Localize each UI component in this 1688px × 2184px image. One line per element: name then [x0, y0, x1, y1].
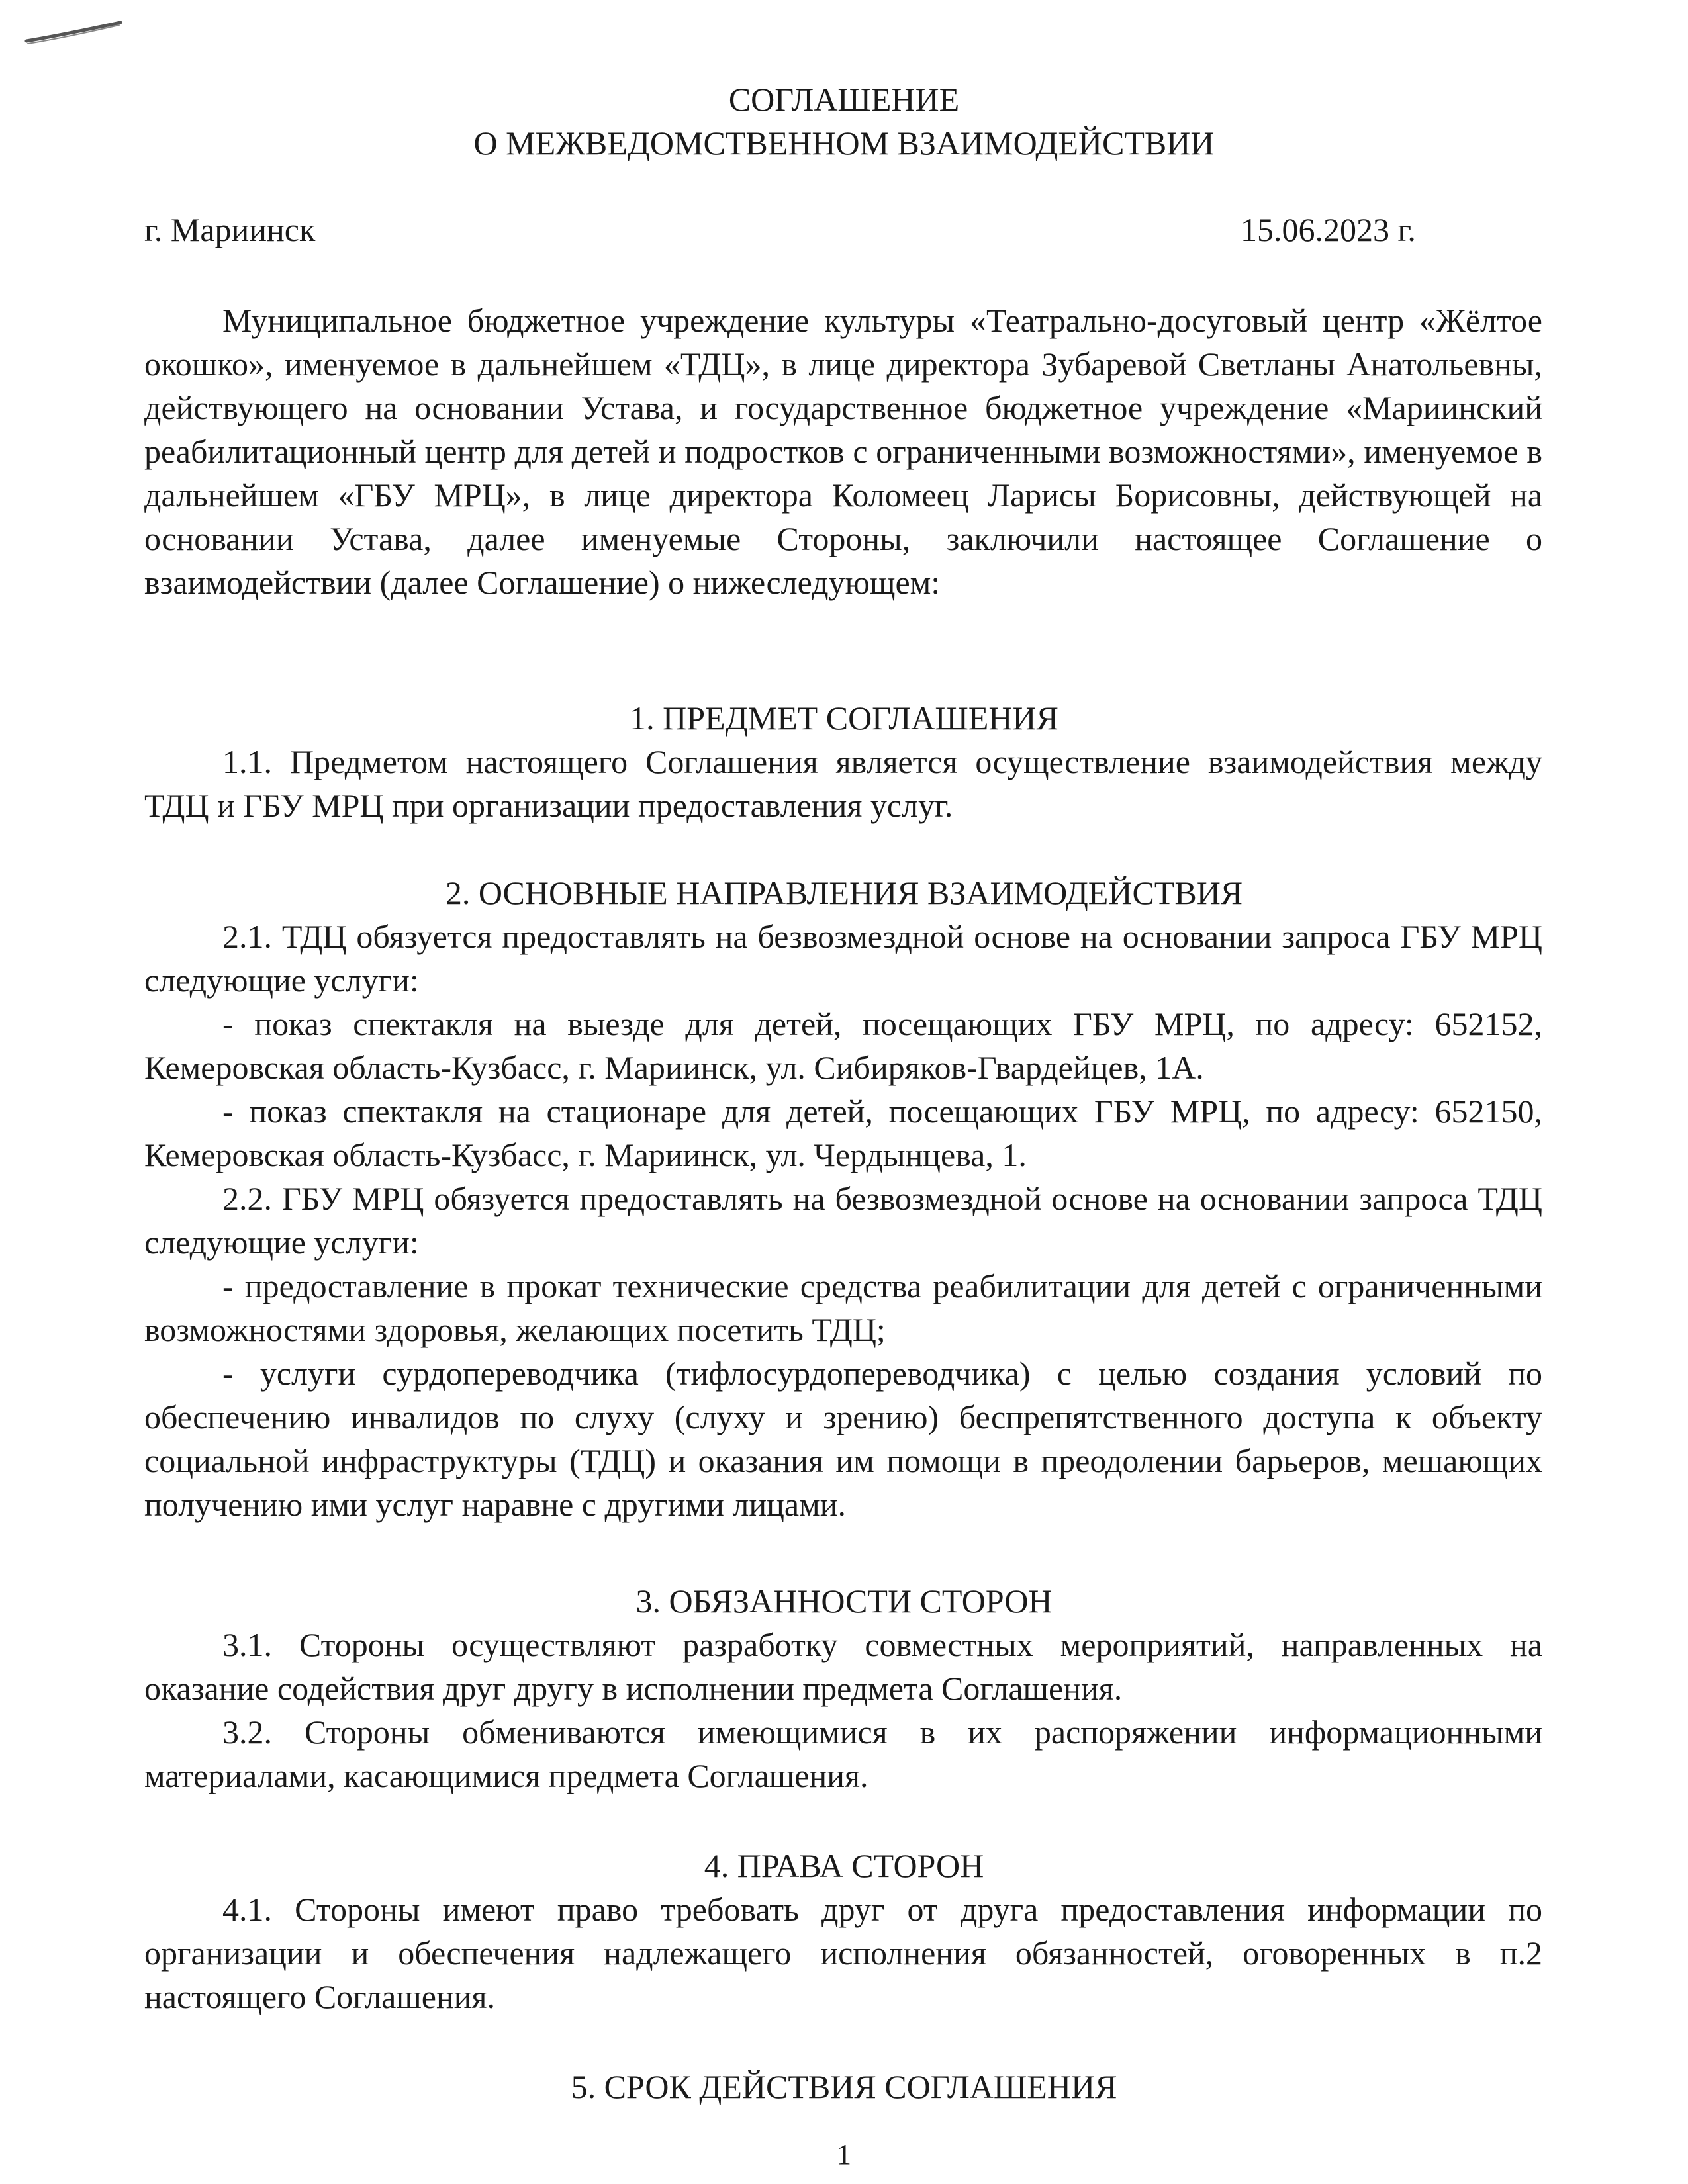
clause-3-2: 3.2. Стороны обмениваются имеющимися в их распоряжении информационными материалами, касающимися предмета Соглашения.: [144, 1713, 1542, 1794]
intro-paragraph: Муниципальное бюджетное учреждение культуры «Театрально-досуговый центр «Жёлтое окошко», именуемое в дальнейшем «ТДЦ», в лице директора Зубаревой Светланы Анатольевны, действующего на основании Устава, и государственное бюджетное учреждение «Мариинский реабилитационный центр для детей и подростков с ограниченными возможностями», именуемое в дальнейшем «ГБУ МРЦ», в лице директора Коломеец Ларисы Борисовны, действующей на основании Устава, далее именуемые Стороны, заключили настоящее Соглашение о взаимодействии (далее Соглашение) о нижеследующем:: [144, 302, 1542, 601]
pen-stroke-mark: [24, 19, 123, 52]
section-heading-4: 4. ПРАВА СТОРОН: [704, 1847, 984, 1884]
clause-2-1: 2.1. ТДЦ обязуется предоставлять на безвозмездной основе на основании запроса ГБУ МРЦ следующие услуги:: [144, 918, 1542, 999]
section-body-4: [144, 1888, 1542, 2019]
section-heading-2: 2. ОСНОВНЫЕ НАПРАВЛЕНИЯ ВЗАИМОДЕЙСТВИЯ: [445, 874, 1243, 911]
page-number: 1: [837, 2138, 851, 2171]
intro-paragraph-block: [144, 298, 1542, 604]
section-body-1: [144, 740, 1542, 827]
section-body-3: [144, 1623, 1542, 1797]
clause-2-1-item-2: - показ спектакля на стационаре для детей, посещающих ГБУ МРЦ, по адресу: 652150, Кемеровская область-Кузбасс, г. Мариинск, ул. Чердынцева, 1.: [144, 1093, 1542, 1173]
section-heading-1: 1. ПРЕДМЕТ СОГЛАШЕНИЯ: [630, 700, 1058, 737]
clause-2-2-item-1: - предоставление в прокат технические средства реабилитации для детей с ограниченными возможностями здоровья, желающих посетить ТДЦ;: [144, 1267, 1542, 1348]
section-heading-3: 3. ОБЯЗАННОСТИ СТОРОН: [635, 1582, 1053, 1619]
document-subtitle: О МЕЖВЕДОМСТВЕННОМ ВЗАИМОДЕЙСТВИИ: [473, 124, 1215, 161]
document-date: 15.06.2023 г.: [1241, 211, 1416, 248]
document-title: СОГЛАШЕНИЕ: [728, 81, 960, 118]
clause-2-2: 2.2. ГБУ МРЦ обязуется предоставлять на безвозмездной основе на основании запроса ТДЦ следующие услуги:: [144, 1180, 1542, 1261]
clause-3-1: 3.1. Стороны осуществляют разработку совместных мероприятий, направленных на оказание содействия друг другу в исполнении предмета Соглашения.: [144, 1626, 1542, 1707]
clause-2-1-item-1: - показ спектакля на выезде для детей, посещающих ГБУ МРЦ, по адресу: 652152, Кемеровская область-Кузбасс, г. Мариинск, ул. Сибиряков-Гвардейцев, 1А.: [144, 1005, 1542, 1086]
clause-4-1: 4.1. Стороны имеют право требовать друг от друга предоставления информации по организации и обеспечения надлежащего исполнения обязанностей, оговоренных в п.2 настоящего Соглашения.: [144, 1891, 1542, 2015]
section-heading-5: 5. СРОК ДЕЙСТВИЯ СОГЛАШЕНИЯ: [571, 2068, 1117, 2105]
clause-2-2-item-2: - услуги сурдопереводчика (тифлосурдопереводчика) с целью создания условий по обеспечению инвалидов по слуху (слуху и зрению) беспрепятственного доступа к объекту социальной инфраструктуры (ТДЦ) и оказания им помощи в преодолении барьеров, мешающих получению ими услуг наравне с другими лицами.: [144, 1355, 1542, 1523]
section-body-2: [144, 915, 1542, 1526]
clause-1-1: 1.1. Предметом настоящего Соглашения является осуществление взаимодействия между ТДЦ и ГБУ МРЦ при организации предоставления услуг.: [144, 743, 1542, 824]
place-of-signing: г. Мариинск: [144, 211, 316, 248]
